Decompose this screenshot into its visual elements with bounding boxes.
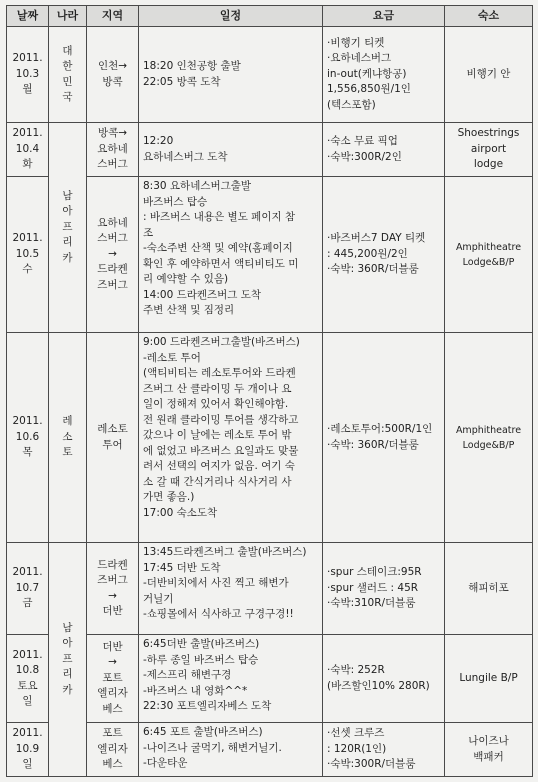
fee-line: ·비행기 티켓	[327, 36, 385, 49]
region-line: 인천→	[97, 60, 128, 72]
fee-line: ·숙박: 360R/더블룸	[327, 263, 419, 276]
fee-cell	[323, 177, 445, 333]
fee-line: (바즈할인10% 280R)	[327, 679, 430, 692]
region-line: 즈버그	[97, 278, 128, 291]
region-cell	[87, 723, 139, 777]
date-cell	[7, 635, 49, 723]
schedule-line: 14:00 드라켄즈버그 도착	[143, 288, 262, 301]
date-line: 2011.	[12, 648, 43, 661]
region-line: 엘리자	[97, 687, 128, 700]
schedule-line: -하루 종일 바즈버스 탑승	[143, 653, 259, 666]
schedule-line: 12:20	[143, 135, 174, 147]
schedule-line: 18:20 인천공항 출발	[143, 60, 241, 72]
schedule-line: -쇼핑몰에서 식사하고 구경구경!!	[143, 608, 294, 620]
table-row	[7, 123, 533, 177]
header-date: 날짜	[7, 6, 49, 27]
date-line: 2011.	[12, 566, 43, 579]
country-cell	[49, 27, 87, 123]
region-line: 더반	[102, 640, 123, 653]
lodging-cell	[445, 177, 533, 333]
lodging-line: Lungile B/P	[459, 671, 518, 684]
date-cell	[7, 177, 49, 333]
country-char: 남	[62, 189, 73, 202]
region-line: 방콕→	[97, 127, 128, 140]
schedule-cell	[139, 543, 323, 635]
region-cell	[87, 543, 139, 635]
header-country: 나라	[49, 6, 87, 27]
table-row	[7, 27, 533, 123]
lodging-line: 해피히포	[468, 581, 509, 594]
region-line: 드라켄	[97, 263, 128, 276]
header-region: 지역	[87, 6, 139, 27]
date-line: 10.3	[15, 67, 40, 80]
schedule-line: 6:45더반 출발(바즈버스)	[143, 638, 260, 650]
region-line: 더반	[102, 605, 123, 617]
schedule-line: -제스프리 해변구경	[143, 669, 232, 681]
country-char: 민	[62, 75, 73, 88]
schedule-line: 바즈버스 탑승	[143, 195, 208, 208]
lodging-cell	[445, 123, 533, 177]
fee-cell	[323, 123, 445, 177]
fee-cell	[323, 723, 445, 777]
schedule-line: 17:00 숙소도착	[143, 506, 218, 519]
fee-line: : 120R(1인)	[327, 742, 387, 755]
lodging-cell	[445, 723, 533, 777]
schedule-line: 소 갈 때 간식거리나 식사거리 사	[143, 475, 292, 488]
date-line: 토요	[17, 679, 38, 692]
fee-line: : 445,200원/2인	[327, 247, 408, 260]
schedule-line: -더반비치에서 사진 찍고 해변가	[143, 577, 289, 589]
lodging-line: 비행기 안	[466, 67, 511, 80]
country-char: 아	[62, 637, 73, 650]
country-char: 토	[62, 446, 73, 459]
schedule-line: -다운타운	[143, 757, 188, 769]
lodging-line: Lodge&B/P	[462, 439, 515, 451]
date-cell	[7, 333, 49, 543]
schedule-line: 9:00 드라켄즈버그출발(바즈버스)	[143, 336, 300, 348]
region-line: 방콕	[102, 75, 123, 88]
country-char: 리	[62, 236, 73, 249]
header-schedule: 일정	[139, 6, 323, 27]
date-line: 화	[22, 158, 33, 171]
fee-cell	[323, 333, 445, 543]
region-line: →	[108, 656, 117, 669]
header-fee: 요금	[323, 6, 445, 27]
lodging-cell	[445, 543, 533, 635]
schedule-line: 13:45드라켄즈버그 출발(바즈버스)	[143, 546, 307, 558]
itinerary-sheet	[6, 5, 532, 777]
country-char: 카	[62, 251, 73, 264]
schedule-cell	[139, 723, 323, 777]
date-line: 일	[22, 758, 33, 771]
schedule-line: 에 없었고 바즈버스 요일과도 맞물	[143, 444, 299, 457]
schedule-line: 리 예약할 수 있음)	[143, 273, 229, 285]
date-cell	[7, 123, 49, 177]
schedule-cell	[139, 333, 323, 543]
region-line: →	[108, 589, 117, 602]
region-line: 투어	[102, 438, 123, 451]
region-line: 요하네	[97, 142, 128, 155]
country-char: 소	[62, 430, 73, 443]
country-char: 국	[62, 91, 73, 103]
date-line: 10.9	[15, 742, 40, 755]
country-char: 프	[62, 220, 73, 233]
date-line: 2011.	[12, 232, 43, 245]
header-lodging: 숙소	[445, 6, 533, 27]
country-char: 카	[62, 683, 73, 696]
lodging-line: Lodge&B/P	[462, 256, 515, 268]
itinerary-table	[6, 5, 533, 777]
country-char: 대	[62, 44, 73, 57]
date-line: 10.5	[15, 247, 40, 260]
schedule-line: 22:30 포트엘리자베스 도착	[143, 700, 272, 712]
schedule-cell	[139, 123, 323, 177]
lodging-line: Shoestrings	[457, 127, 520, 140]
country-char: 프	[62, 652, 73, 665]
date-line: 10.8	[15, 664, 40, 676]
fee-line: ·선셋 크루즈	[327, 727, 385, 740]
fee-cell	[323, 27, 445, 123]
schedule-line: -레소토 투어	[143, 351, 201, 364]
region-line: 레소토	[97, 423, 128, 435]
schedule-line: 려서 선택의 여지가 없음. 여기 숙	[143, 460, 295, 472]
schedule-cell	[139, 27, 323, 123]
fee-line: in-out(케냐항공)	[327, 67, 407, 80]
schedule-cell	[139, 177, 323, 333]
region-line: →	[108, 247, 117, 260]
schedule-line: 전 원래 클라이밍 투어를 생각하고	[143, 413, 299, 426]
country-cell	[49, 123, 87, 333]
date-line: 일	[22, 695, 33, 707]
date-line: 2011.	[12, 415, 43, 428]
schedule-line: 갔으나 이 날에는 레소토 투어 밖	[143, 429, 292, 441]
table-row	[7, 543, 533, 635]
schedule-line: (액티비티는 레소토투어와 드라켄	[143, 367, 296, 379]
fee-cell	[323, 635, 445, 723]
schedule-line: 거닐기	[143, 592, 174, 605]
lodging-line: 백패커	[473, 750, 504, 763]
country-char: 레	[62, 415, 73, 428]
region-line: 즈버그	[97, 574, 128, 586]
region-line: 스버그	[97, 232, 128, 245]
lodging-cell	[445, 333, 533, 543]
region-line: 드라켄	[97, 558, 128, 571]
fee-line: 1,556,850원/1인	[327, 83, 411, 96]
region-cell	[87, 333, 139, 543]
date-line: 수	[22, 263, 33, 276]
date-cell	[7, 543, 49, 635]
fee-cell	[323, 543, 445, 635]
schedule-line: 8:30 요하네스버그출발	[143, 180, 252, 192]
fee-line: ·spur 스테이크:95R	[327, 566, 422, 579]
fee-line: ·숙박: 252R	[327, 664, 385, 676]
lodging-line: 나이즈나	[468, 735, 509, 747]
region-line: 스버그	[97, 158, 128, 171]
fee-line: ·숙박:300R/더블룸	[327, 758, 416, 771]
region-cell	[87, 123, 139, 177]
country-char: 리	[62, 668, 73, 681]
schedule-line: 17:45 더반 도착	[143, 561, 221, 574]
schedule-line: -숙소주변 산책 및 예약(홈페이지	[143, 242, 293, 254]
lodging-line: airport	[470, 142, 507, 155]
date-line: 2011.	[12, 727, 43, 740]
header-row	[7, 6, 533, 27]
country-char: 한	[62, 60, 73, 72]
region-cell	[87, 635, 139, 723]
date-line: 월	[22, 83, 33, 96]
fee-line: ·spur 샐러드 : 45R	[327, 581, 419, 594]
date-line: 10.7	[15, 581, 40, 594]
fee-line: (텍스포함)	[327, 98, 376, 111]
fee-line: ·바즈버스7 DAY 티켓	[327, 232, 426, 245]
schedule-line: 요하네스버그 도착	[143, 150, 228, 163]
region-line: 포트	[102, 671, 123, 684]
schedule-line: 일이 정해져 있어서 확인해야함.	[143, 398, 289, 410]
fee-line: ·숙박:300R/2인	[327, 150, 402, 163]
country-cell	[49, 543, 87, 777]
region-cell	[87, 177, 139, 333]
fee-line: ·숙소 무료 픽업	[327, 135, 398, 147]
schedule-line: 즈버그 산 클라이밍 두 개이나 요	[143, 382, 292, 395]
date-line: 10.4	[15, 142, 40, 155]
schedule-line: 확인 후 예약하면서 액티비티도 미	[143, 257, 299, 270]
lodging-line: Amphitheatre	[455, 241, 522, 253]
schedule-line: -바즈버스 내 영화^^*	[143, 684, 248, 697]
schedule-line: 가면 좋음.)	[143, 491, 195, 503]
region-line: 포트	[102, 727, 123, 740]
date-line: 10.6	[15, 430, 40, 443]
region-line: 요하네	[97, 216, 128, 229]
date-cell	[7, 723, 49, 777]
schedule-line: 주변 산책 및 짐정리	[143, 304, 235, 316]
country-char: 아	[62, 205, 73, 218]
table-row	[7, 333, 533, 543]
lodging-cell	[445, 27, 533, 123]
fee-line: ·숙박:310R/더블룸	[327, 597, 416, 610]
fee-line: ·요하네스버그	[327, 52, 392, 65]
schedule-line: 조	[143, 226, 154, 239]
schedule-cell	[139, 635, 323, 723]
date-line: 금	[22, 597, 33, 610]
fee-line: ·숙박: 360R/더블룸	[327, 438, 419, 451]
schedule-line: : 바즈버스 내용은 별도 페이지 참	[143, 211, 296, 223]
date-line: 목	[22, 446, 33, 459]
date-cell	[7, 27, 49, 123]
schedule-line: 6:45 포트 출발(바즈버스)	[143, 726, 263, 738]
region-line: 베스	[102, 702, 123, 715]
region-line: 엘리자	[97, 742, 128, 755]
region-cell	[87, 27, 139, 123]
lodging-cell	[445, 635, 533, 723]
fee-line: ·레소토투어:500R/1인	[327, 423, 433, 435]
region-line: 베스	[102, 758, 123, 771]
date-line: 2011.	[12, 127, 43, 140]
country-cell	[49, 333, 87, 543]
date-line: 2011.	[12, 52, 43, 65]
schedule-line: -나이즈나 굴먹기, 해변거닐기.	[143, 741, 282, 754]
country-char: 남	[62, 621, 73, 634]
lodging-line: Amphitheatre	[455, 424, 522, 436]
schedule-line: 22:05 방콕 도착	[143, 75, 221, 88]
lodging-line: lodge	[473, 158, 504, 171]
